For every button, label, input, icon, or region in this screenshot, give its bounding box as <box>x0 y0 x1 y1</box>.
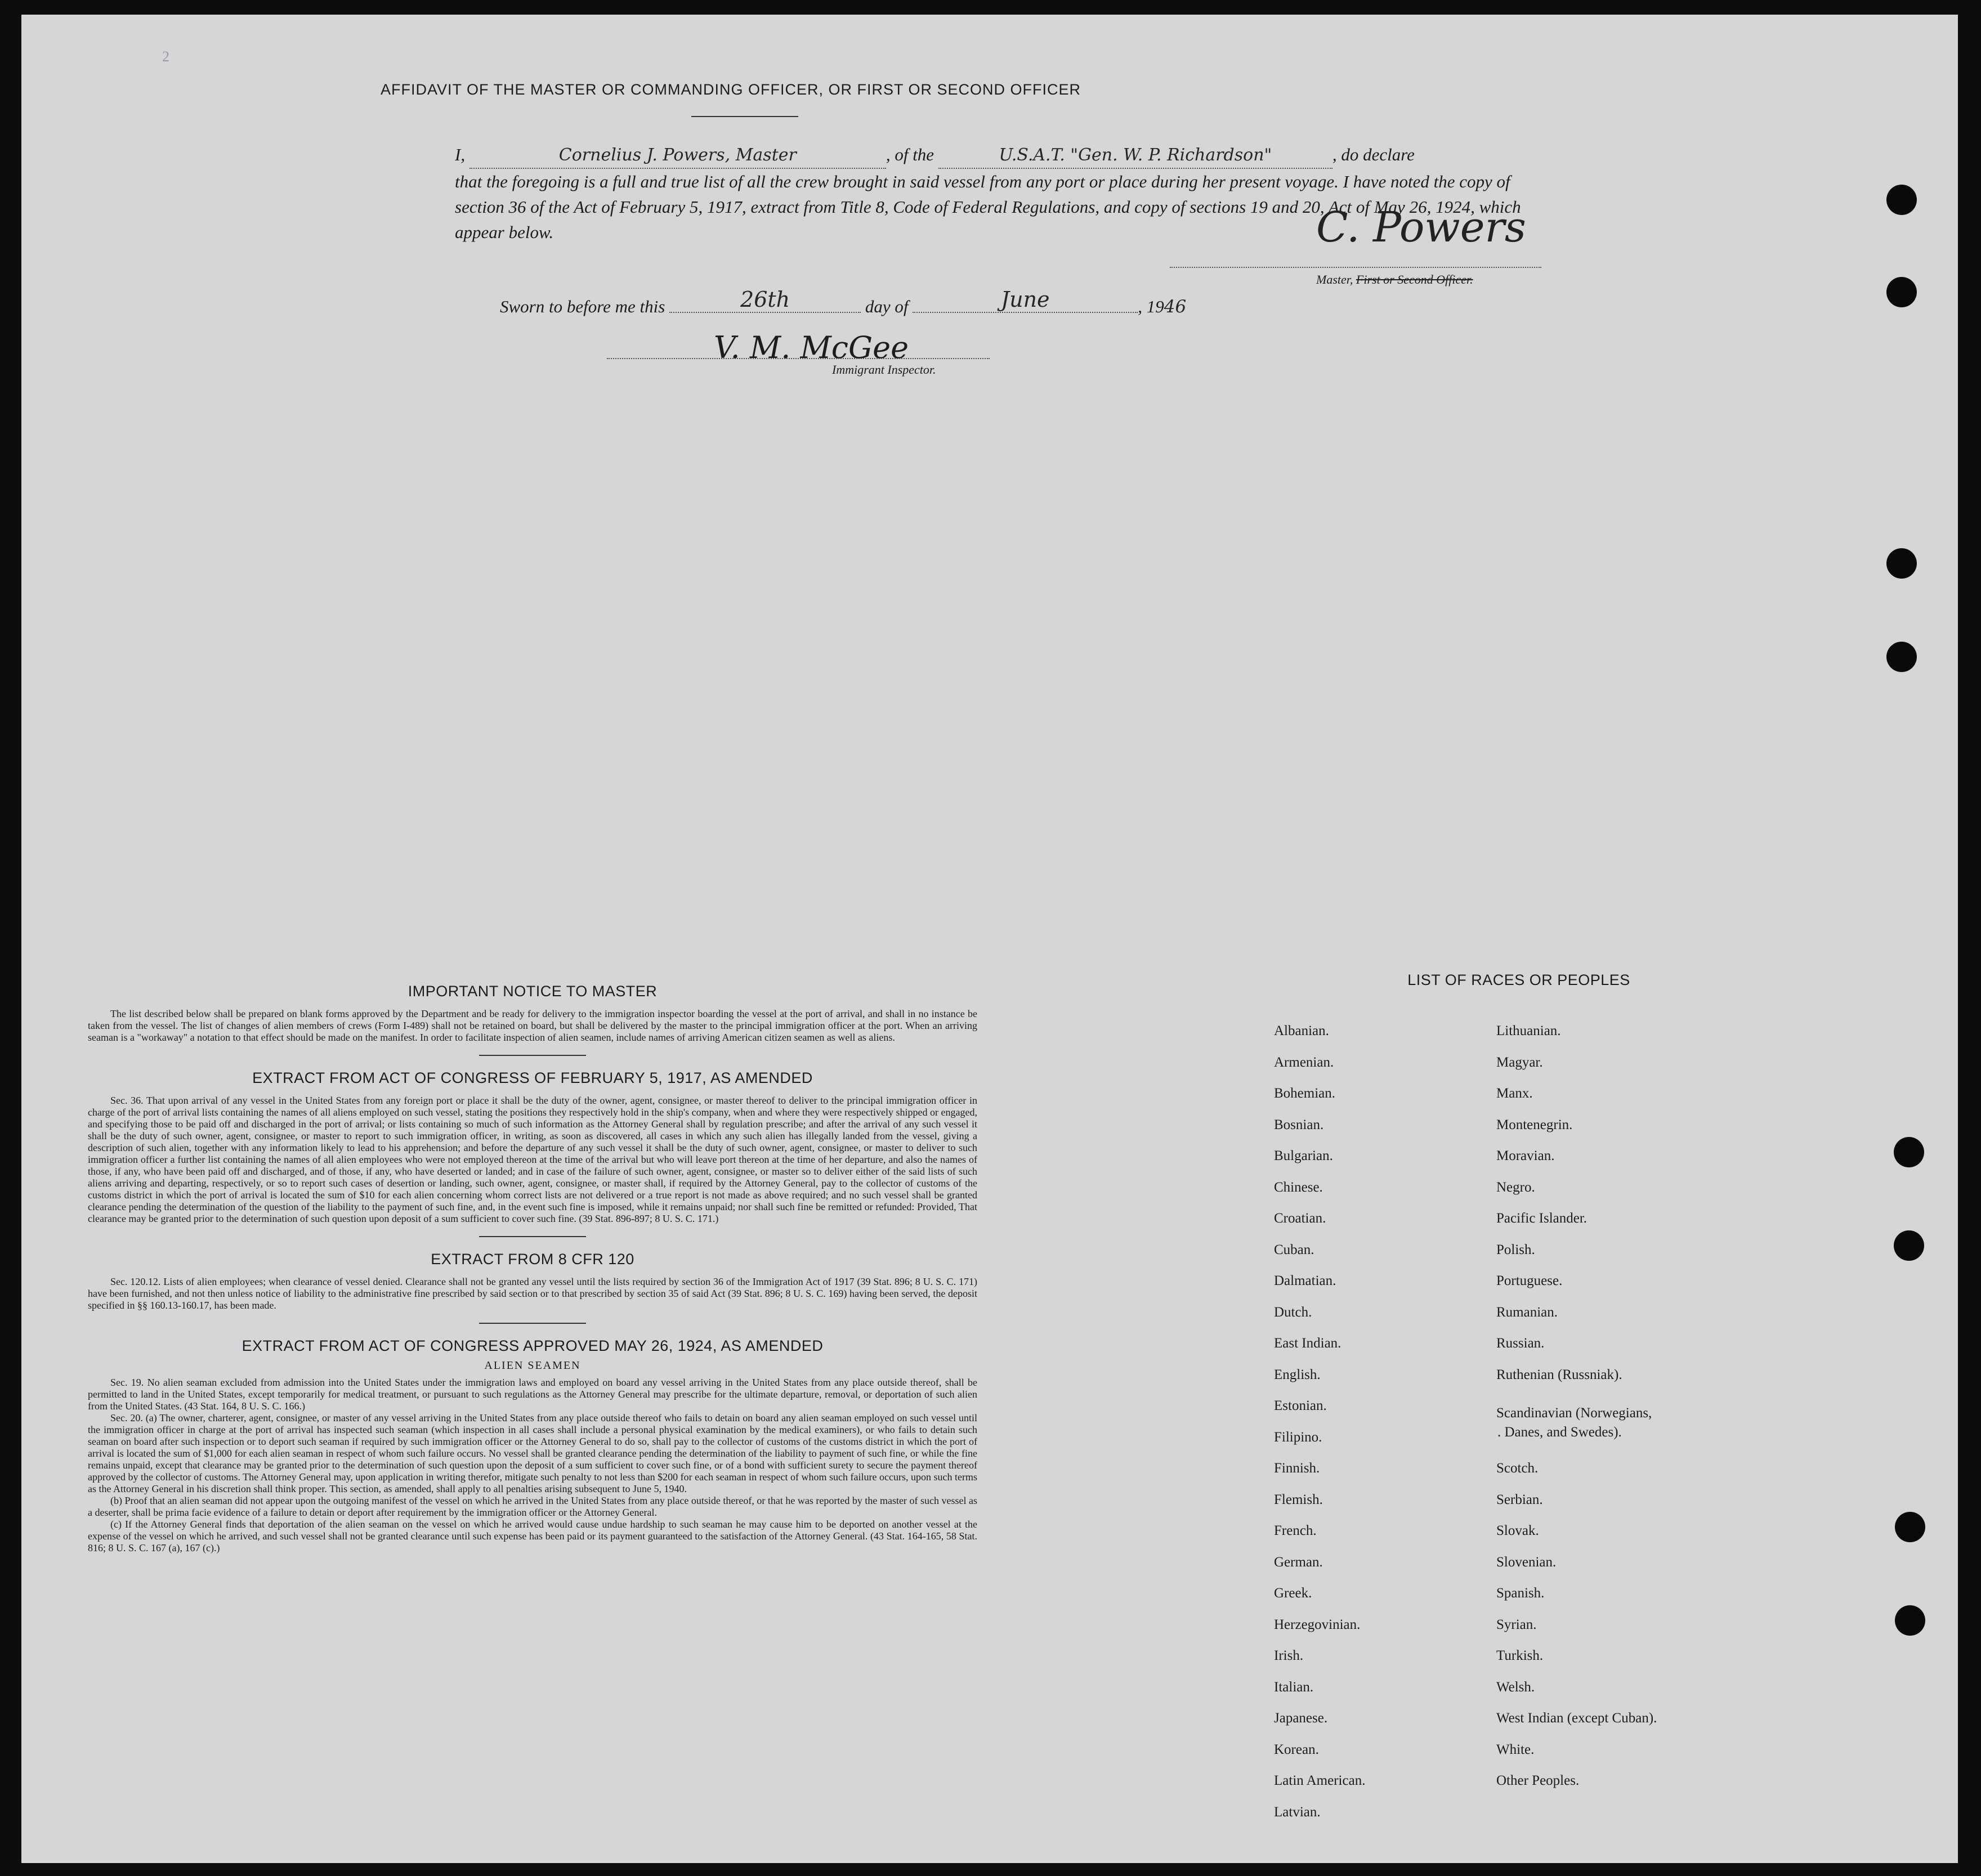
declaration-first-line <box>455 142 1553 169</box>
race-item: Italian. <box>1274 1679 1314 1695</box>
race-item: Negro. <box>1496 1179 1535 1195</box>
race-item: Ruthenian (Russniak). <box>1496 1367 1622 1382</box>
race-item: Dutch. <box>1274 1304 1312 1320</box>
race-item: Syrian. <box>1496 1617 1537 1632</box>
race-item: Armenian. <box>1274 1054 1334 1070</box>
punch-hole <box>1894 1137 1924 1167</box>
master-signature: C. Powers <box>1316 203 1526 252</box>
race-item: Montenegrin. <box>1496 1117 1573 1132</box>
race-item: Bosnian. <box>1274 1117 1324 1132</box>
race-item: Bohemian. <box>1274 1086 1336 1101</box>
race-item: Slovak. <box>1496 1523 1539 1538</box>
race-item: Pacific Islander. <box>1496 1211 1588 1226</box>
race-item: Latvian. <box>1274 1804 1321 1820</box>
races-left-column <box>1274 1023 1365 1835</box>
inspector-caption: Immigrant Inspector. <box>832 362 936 377</box>
affidavit-title: AFFIDAVIT OF THE MASTER OR COMMANDING OFFICER, OR FIRST OR SECOND OFFICER <box>380 81 1081 98</box>
race-item: Herzegovinian. <box>1274 1617 1361 1632</box>
of-the-label: , of the <box>886 145 934 164</box>
race-item: Magyar. <box>1496 1054 1543 1070</box>
race-item: Manx. <box>1496 1086 1533 1101</box>
race-item: East Indian. <box>1274 1336 1341 1351</box>
race-item: French. <box>1274 1523 1317 1538</box>
separator <box>479 1236 586 1237</box>
race-item: Turkish. <box>1496 1648 1544 1663</box>
race-item: German. <box>1274 1554 1323 1570</box>
punch-hole <box>1886 642 1917 672</box>
notice-text: The list described below shall be prepared on blank forms approved by the Department and be ready for delivery to the immigration inspector boarding the vessel at the port of arrival, and shall in no instance be taken from the vessel. The list of changes of alien members of crews (Form I-489) shall not be retained on board, but shall be delivered by the master to the principal immigration officer at the port. When an arriving seaman is a "workaway" a notation to that effect should be made on the manifest. In order to facilitate inspection of alien seamen, include names of arriving American citizen seamen as well as aliens. <box>88 1008 977 1043</box>
race-item: Dalmatian. <box>1274 1273 1336 1288</box>
vessel-name-field: U.S.A.T. "Gen. W. P. Richardson" <box>938 142 1332 169</box>
sec-20c-text: (c) If the Attorney General finds that deportation of the alien seaman on the vessel on which he arrived would cause undue hardship to such seaman he may cause him to be deported on another vessel at the expense of the vessel on which he arrived, and such vessel shall not be granted clearance until such expense has been paid or its payment guaranteed to the satisfaction of the Attorney General. (43 Stat. 164-165, 58 Stat. 816; 8 U. S. C. 167 (a), 167 (c).) <box>88 1519 977 1553</box>
race-item: Scandinavian (Norwegians, . Danes, and Swedes). <box>1496 1405 1652 1440</box>
punch-hole <box>1895 1605 1925 1636</box>
notice-column <box>88 983 977 1554</box>
sec-20a-text: Sec. 20. (a) The owner, charterer, agent, consignee, or master of any vessel arriving in the United States from any place outside thereof who fails to detain on board any alien seaman employed on such vessel until the immigration officer in charge at the port of arrival has inspected such seaman (which inspection in all cases shall include a personal physical examination by the medical examiners), or who fails to detain such seaman on board after such inspection or to deport such seaman if required by such immigration officer or the Attorney General to do so, shall pay to the collector of customs of the customs district in which the port of arrival is located the sum of $1,000 for each alien seaman in respect of whom such failure occurs. No vessel shall be granted clearance pending the determination of the liability to payment of such fine, or while the fine remains unpaid, except that clearance may be granted prior to the determination of such question upon the deposit of a sum sufficient to cover such fine, or of a bond with sufficient surety to secure the payment thereof approved by the collector of customs. The Attorney General may, upon application in writing therefor, mitigate such penalty to not less than $200 for each seaman in respect of whom such failure occurs, upon such terms as the Attorney General in his discretion shall think proper. This section, as amended, shall apply to all penalties arising subsequent to June 5, 1940. <box>88 1412 977 1494</box>
race-item: Greek. <box>1274 1586 1312 1601</box>
race-item: Finnish. <box>1274 1461 1320 1476</box>
inspector-signature: V. M. McGee <box>714 330 909 365</box>
race-item: Lithuanian. <box>1496 1023 1561 1038</box>
sworn-label: Sworn to before me this <box>500 297 665 316</box>
extract-1917-title: EXTRACT FROM ACT OF CONGRESS OF FEBRUARY 5, 1917, AS AMENDED <box>252 1069 813 1086</box>
race-item: Irish. <box>1274 1648 1304 1663</box>
year-prefix: , 19 <box>1138 297 1164 316</box>
race-item: White. <box>1496 1741 1535 1757</box>
do-declare-label: , do declare <box>1332 145 1415 164</box>
race-item: Croatian. <box>1274 1211 1326 1226</box>
alien-seamen-subtitle: ALIEN SEAMEN <box>484 1359 581 1372</box>
race-item: Cuban. <box>1274 1242 1314 1257</box>
races-right-column <box>1496 1023 1657 1805</box>
race-item: West Indian (except Cuban). <box>1496 1711 1657 1726</box>
race-item: Slovenian. <box>1496 1554 1557 1570</box>
separator <box>479 1323 586 1324</box>
extract-cfr-text: Sec. 120.12. Lists of alien employees; when clearance of vessel denied. Clearance shall not be granted any vessel until the lists required by section 36 of the Immigration Act of 1917 (39 Stat. 896; 8 U. S. C. 171) have been furnished, and not then unless notice of liability to the administrative fine prescribed by said section or to that prescribed by section 35 of said Act (39 Stat. 896; 8 U. S. C. 169) having been served, the deposit specified in §§ 160.13-160.17, has been made. <box>88 1276 977 1311</box>
race-item: Korean. <box>1274 1741 1319 1757</box>
race-item: Estonian. <box>1274 1398 1327 1413</box>
extract-1924-title: EXTRACT FROM ACT OF CONGRESS APPROVED MAY 26, 1924, AS AMENDED <box>242 1337 824 1354</box>
race-item: Japanese. <box>1274 1711 1328 1726</box>
race-item: Albanian. <box>1274 1023 1329 1038</box>
race-item: Filipino. <box>1274 1429 1322 1445</box>
sworn-line <box>500 287 1187 319</box>
race-item: Flemish. <box>1274 1492 1323 1507</box>
race-item: Other Peoples. <box>1496 1773 1580 1788</box>
day-of-label: day of <box>865 297 909 316</box>
notice-title: IMPORTANT NOTICE TO MASTER <box>408 983 658 1000</box>
separator <box>479 1055 586 1056</box>
race-item: Latin American. <box>1274 1773 1366 1788</box>
extract-1917-text: Sec. 36. That upon arrival of any vessel in the United States from any foreign port or place it shall be the duty of the owner, agent, consignee, or master thereof to deliver to the principal immigration officer in charge of the port of arrival lists containing the names of all aliens employed on such vessel, stating the positions they respectively hold in the ship's company, when and where they were respectively shipped or engaged, and specifying those to be paid off and discharged in the port of arrival; or lists containing so much of such information as the Attorney General shall by regulation prescribe; and after the arrival of any such vessel it shall be the duty of such owner, agent, consignee, or master to report to such immigration officer, in writing, as soon as discovered, all cases in which any such alien has illegally landed from the vessel, giving a description of such alien, together with any information likely to lead to his apprehension; and before the departure of any such vessel it shall be the duty of such owner, agent, consignee, or master to deliver to such immigration officer a further list containing the names of all alien employees who were not employed thereon at the time of the arrival but who will leave port thereon at the time of her departure, and also the names of those, if any, who have been paid off and discharged, and of those, if any, who have deserted or landed; and in case of the failure of such owner, agent, consignee, or master so to deliver either of the said lists of such aliens arriving and departing, respectively, or so to report such cases of desertion or landing, such owner, agent, consignee, or master shall, if required by the Attorney General, pay to the collector of customs of the customs district in which the port of arrival is located the sum of $10 for each alien concerning whom correct lists are not delivered or a true report is not made as above required; and no such vessel shall be granted clearance pending the determination of the question of the liability to the payment of such fine, and, in the event such fine is imposed, while it remains unpaid; nor shall such fine be remitted or refunded: Provided, That clearance may be granted prior to the determination of such question upon deposit of a sum sufficient to cover such fine. (39 Stat. 896-897; 8 U. S. C. 171.) <box>88 1095 977 1224</box>
race-item: Chinese. <box>1274 1179 1323 1195</box>
extract-1924-text <box>88 1377 977 1554</box>
race-item: Moravian. <box>1496 1148 1555 1163</box>
race-item: Scotch. <box>1496 1461 1539 1476</box>
punch-hole <box>1886 548 1917 579</box>
document-page <box>21 15 1958 1863</box>
punch-hole <box>1895 1512 1925 1542</box>
race-item: Spanish. <box>1496 1586 1545 1601</box>
race-item: Russian. <box>1496 1336 1545 1351</box>
extract-cfr-title: EXTRACT FROM 8 CFR 120 <box>431 1251 634 1268</box>
master-signature-line <box>1170 267 1541 268</box>
sworn-day-field: 26th <box>669 287 861 313</box>
sec-20b-text: (b) Proof that an alien seaman did not appear upon the outgoing manifest of the vessel on which he arrived in the United States from any place outside thereof, or that he was reported by the master of such vessel as a deserter, shall be prima facie evidence of a failure to detain or deport after requirement by the immigration officer or the Attorney General. <box>88 1495 977 1518</box>
race-item: Bulgarian. <box>1274 1148 1333 1163</box>
race-item: Welsh. <box>1496 1679 1535 1695</box>
punch-hole <box>1886 277 1917 307</box>
sworn-month-field: June <box>913 287 1138 313</box>
title-rule <box>691 116 798 117</box>
declaration-text: that the foregoing is a full and true list of all the crew brought in said vessel from any port or place during her present voyage. I have noted the copy of section 36 of the Act of February 5, 1917, extract from Title 8, Code of Federal Regulations, and copy of sections 19 and 20, Act of May 26, 1924, which appear below. <box>455 172 1521 242</box>
races-title: LIST OF RACES OR PEOPLES <box>1407 971 1630 988</box>
punch-hole <box>1886 185 1917 215</box>
sec-19-text: Sec. 19. No alien seaman excluded from admission into the United States under the immigration laws and employed on board any vessel arriving in the United States from any place outside thereof, shall be permitted to land in the United States, except temporarily for medical treatment, or pursuant to such regulations as the Attorney General may prescribe for the ultimate departure, removal, or deportation of such alien from the United States. (43 Stat. 164, 8 U. S. C. 166.) <box>88 1377 977 1412</box>
master-name-field: Cornelius J. Powers, Master <box>469 142 886 169</box>
year-field: 46 <box>1164 297 1187 317</box>
punch-hole <box>1894 1230 1924 1261</box>
race-item: English. <box>1274 1367 1321 1382</box>
race-item: Rumanian. <box>1496 1304 1558 1320</box>
master-caption: Master, First or Second Officer. <box>1316 272 1473 286</box>
inspector-signature-line <box>607 358 990 359</box>
page-mark: 2 <box>162 48 169 65</box>
race-item: Portuguese. <box>1496 1273 1563 1288</box>
race-item: Polish. <box>1496 1242 1535 1257</box>
i-label: I, <box>455 145 466 164</box>
race-item: Serbian. <box>1496 1492 1543 1507</box>
